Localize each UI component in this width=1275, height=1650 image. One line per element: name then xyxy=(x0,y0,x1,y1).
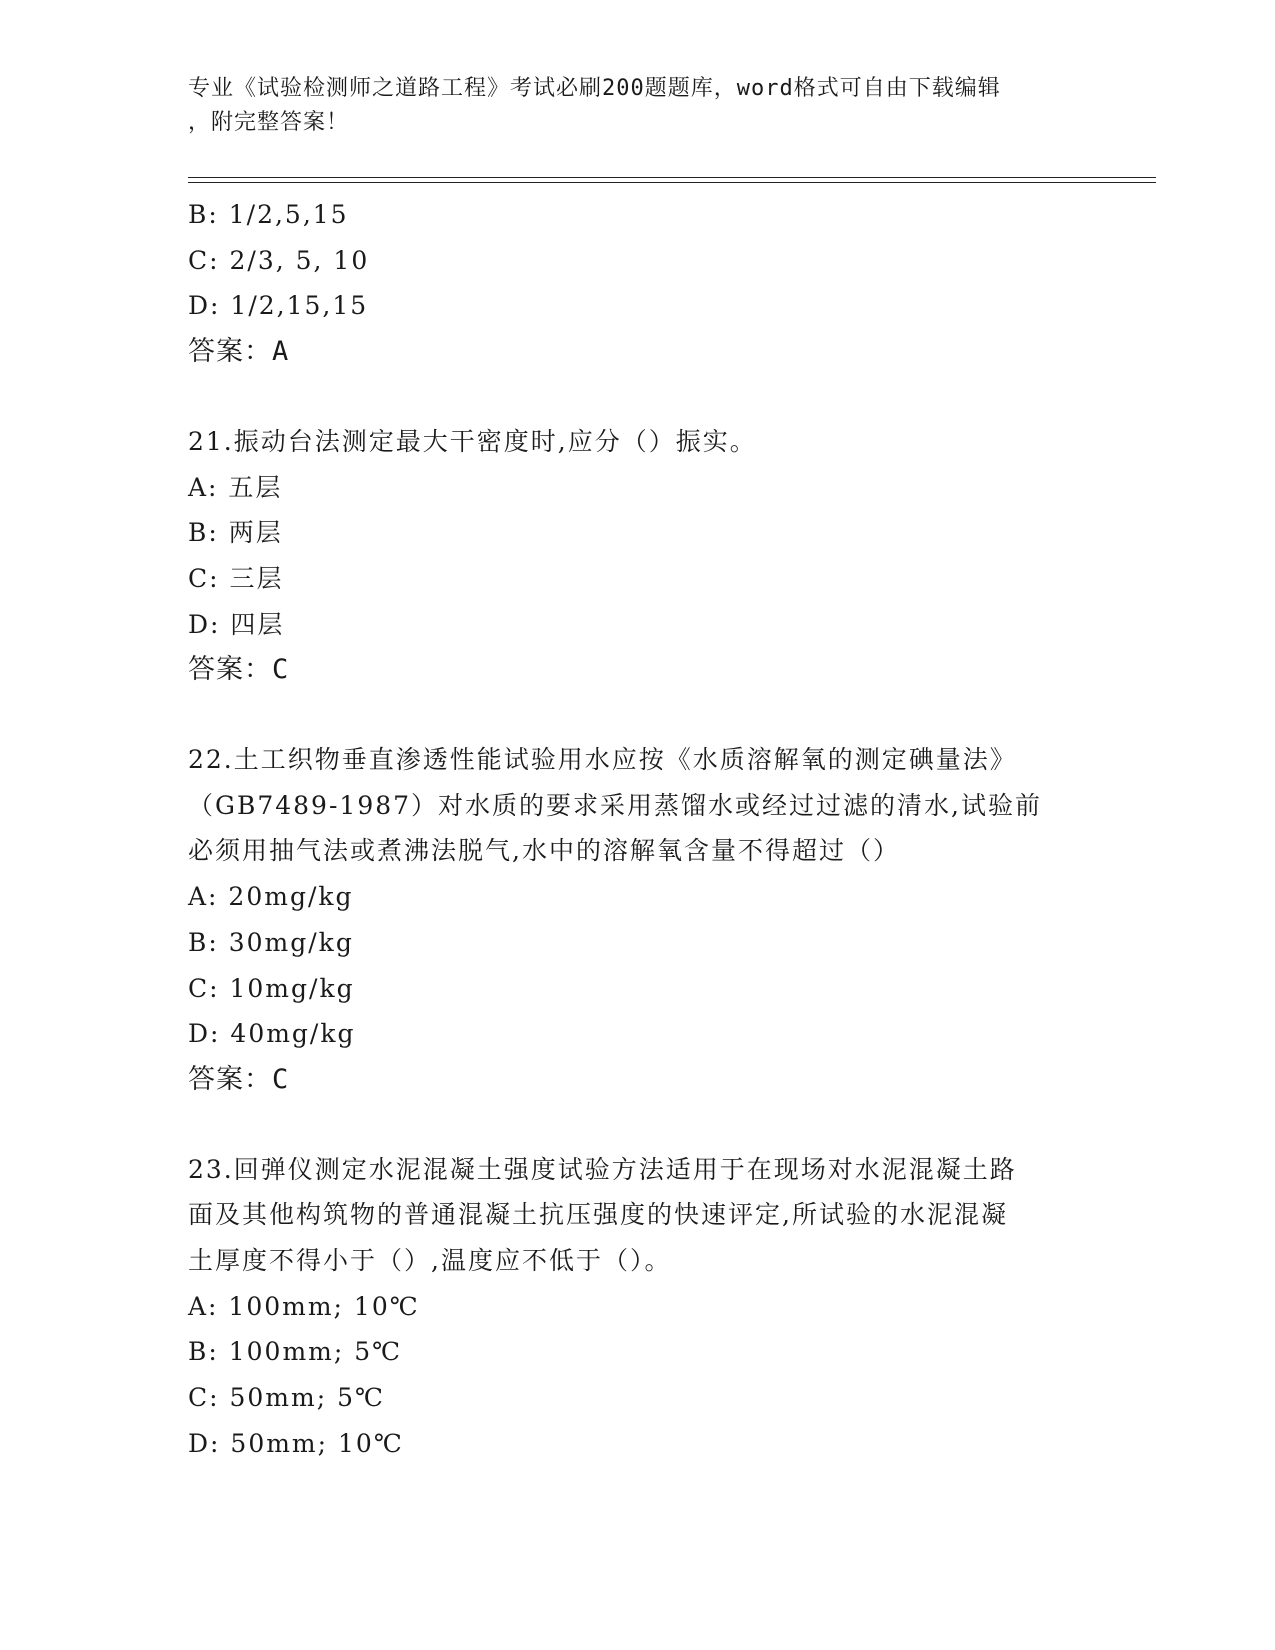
question-text: 22.土工织物垂直渗透性能试验用水应按《水质溶解氧的测定碘量法》 xyxy=(188,745,1017,775)
header-rule-top xyxy=(188,177,1156,178)
page-header xyxy=(188,72,1078,140)
option-d: D: 50mm; 10℃ xyxy=(188,1428,404,1458)
option-b: B: 100mm; 5℃ xyxy=(188,1337,403,1367)
option-c: C: 50mm; 5℃ xyxy=(188,1383,385,1413)
option-d: D: 40mg/kg xyxy=(188,1019,356,1049)
question-text: 必须用抽气法或煮沸法脱气,水中的溶解氧含量不得超过（） xyxy=(188,836,900,866)
document-body xyxy=(188,192,1088,1467)
option-a: A: 20mg/kg xyxy=(188,882,354,912)
option-b: B: 30mg/kg xyxy=(188,927,354,957)
question-text: 23.回弹仪测定水泥混凝土强度试验方法适用于在现场对水泥混凝土路 xyxy=(188,1154,1017,1184)
question-text: （GB7489-1987）对水质的要求采用蒸馏水或经过过滤的清水,试验前 xyxy=(188,790,1042,820)
option-a: A: 100mm; 10℃ xyxy=(188,1291,420,1321)
option-b: B: 1/2,5,15 xyxy=(188,200,349,229)
question-text: 21.振动台法测定最大干密度时,应分（）振实。 xyxy=(188,426,757,456)
header-line-2: ，附完整答案！ xyxy=(188,110,350,135)
header-line-1: 专业《试验检测师之道路工程》考试必刷200题题库，word格式可自由下载编辑 xyxy=(188,76,1001,101)
option-c: C: 三层 xyxy=(188,563,284,593)
option-a: A: 五层 xyxy=(188,472,283,502)
question-21 xyxy=(188,419,1088,693)
question-22 xyxy=(188,737,1088,1103)
option-d: D: 1/2,15,15 xyxy=(188,291,369,321)
option-b: B: 两层 xyxy=(188,518,283,548)
answer: 答案：C xyxy=(188,1063,290,1095)
answer: 答案：A xyxy=(188,336,290,368)
question-23 xyxy=(188,1147,1088,1467)
option-c: C: 2/3, 5, 10 xyxy=(188,245,370,275)
answer: 答案：C xyxy=(188,654,290,686)
option-c: C: 10mg/kg xyxy=(188,973,355,1003)
option-d: D: 四层 xyxy=(188,609,285,639)
question-text: 土厚度不得小于（）,温度应不低于（）。 xyxy=(188,1246,672,1276)
header-rule-bottom xyxy=(188,182,1156,183)
question-text: 面及其他构筑物的普通混凝土抗压强度的快速评定,所试验的水泥混凝 xyxy=(188,1200,1008,1230)
